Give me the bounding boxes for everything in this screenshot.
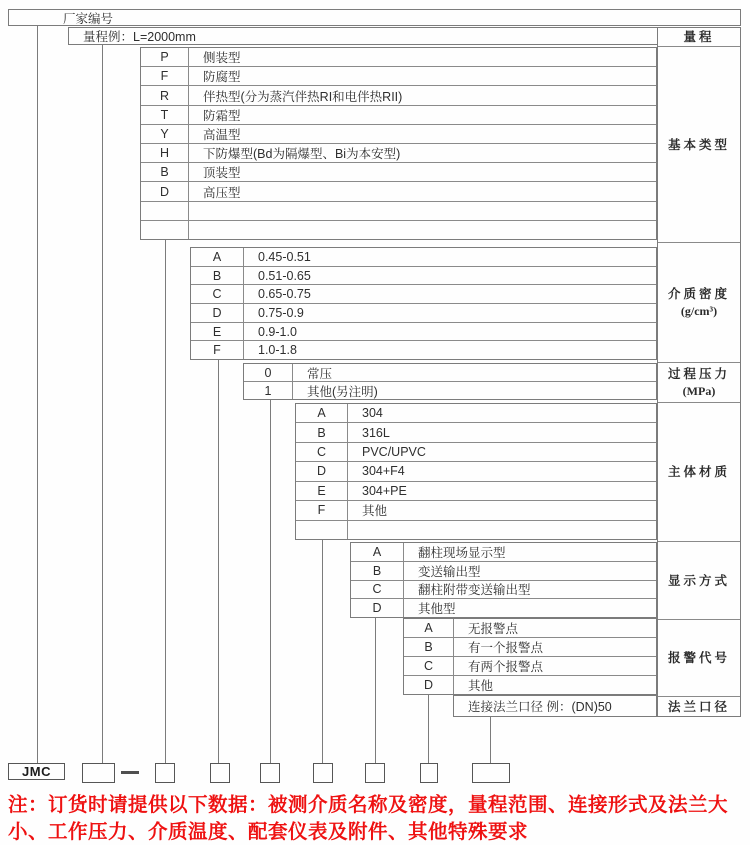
process-pressure-table: [243, 363, 657, 400]
option-code-cell: E: [191, 323, 244, 341]
table-row: [191, 266, 656, 285]
option-code-cell: C: [404, 657, 454, 675]
model-prefix: JMC: [22, 764, 51, 779]
option-code-cell: A: [351, 543, 404, 561]
option-code-cell: D: [141, 182, 189, 200]
table-row: [141, 181, 656, 200]
leader-line-density: [218, 359, 219, 763]
table-row: [191, 322, 656, 341]
option-desc-cell: 高温型: [203, 127, 241, 142]
option-code-cell: B: [351, 562, 404, 580]
leader-line-basic-type: [165, 239, 166, 763]
label-body-material: 主体材质: [658, 402, 740, 541]
table-row: [141, 143, 656, 162]
option-desc-cell: 0.9-1.0: [258, 324, 297, 339]
label-range: 量程: [683, 30, 715, 44]
code-box-display: [365, 763, 385, 783]
leader-line-range: [102, 44, 103, 763]
label-medium-density: 介质密度 (g/cm³): [658, 242, 740, 362]
option-desc-cell: 其他(另注明): [307, 384, 378, 399]
code-box-material: [313, 763, 333, 783]
order-note: 注：订货时请提供以下数据：被测介质名称及密度，量程范围、连接形式及法兰大小、工作压力、介质温度、配套仪表及附件、其他特殊要求: [8, 794, 729, 843]
option-desc-cell: 304: [362, 406, 383, 421]
table-row: [141, 48, 656, 66]
option-desc-cell: 伴热型(分为蒸汽伴热RI和电伴热RII): [203, 89, 403, 104]
option-code-cell: [141, 202, 189, 220]
table-row: [141, 220, 656, 239]
option-desc-cell: 无报警点: [468, 622, 519, 636]
option-code-cell: F: [141, 67, 189, 85]
option-desc-cell: 高压型: [203, 185, 241, 200]
code-box-alarm: [420, 763, 438, 783]
body-material-table: [295, 403, 657, 540]
table-row: [404, 656, 656, 675]
table-row: [141, 66, 656, 85]
table-row: [296, 461, 656, 480]
option-desc-cell: 0.51-0.65: [258, 268, 311, 283]
option-desc-cell: 其他: [362, 504, 388, 519]
option-code-cell: [296, 521, 348, 539]
option-desc-cell: 侧装型: [203, 51, 241, 66]
option-desc-cell: 翻柱附带变送输出型: [418, 583, 531, 598]
code-box-density: [210, 763, 230, 783]
alarm-code-table: [403, 618, 657, 695]
option-desc-cell: 翻柱现场显示型: [418, 545, 506, 560]
option-desc-cell: 变送输出型: [418, 564, 481, 579]
table-row: [296, 481, 656, 500]
label-alarm-code: 报警代号: [658, 619, 740, 696]
range-example-label: 量程例：L=2000mm: [83, 30, 196, 44]
range-example-row: [68, 27, 658, 45]
option-code-cell: R: [141, 86, 189, 104]
option-desc-cell: 其他型: [418, 602, 456, 617]
basic-type-table: [140, 47, 657, 240]
dash-separator: [121, 771, 139, 774]
table-row: [351, 580, 656, 599]
option-code-cell: D: [296, 462, 348, 480]
table-row: [141, 124, 656, 143]
option-code-cell: C: [191, 285, 244, 303]
code-box-pressure: [260, 763, 280, 783]
option-code-cell: E: [296, 482, 348, 500]
label-basic-type: 基本类型: [658, 46, 740, 242]
label-flange-size: 法兰口径: [658, 696, 740, 716]
option-code-cell: Y: [141, 125, 189, 143]
option-desc-cell: 有一个报警点: [468, 641, 544, 655]
option-desc-cell: 其他: [468, 679, 494, 693]
option-desc-cell: 0.45-0.51: [258, 249, 311, 264]
table-row: [141, 162, 656, 181]
option-desc-cell: PVC/UPVC: [362, 445, 426, 460]
table-row: [351, 598, 656, 617]
table-row: [191, 340, 656, 359]
option-desc-cell: 有两个报警点: [468, 660, 544, 674]
code-box-flange: [472, 763, 510, 783]
table-row: [454, 696, 656, 716]
factory-number-label: 厂家编号: [63, 11, 114, 26]
table-row: [296, 404, 656, 422]
option-code-cell: D: [191, 304, 244, 322]
option-desc-cell: 304+F4: [362, 464, 405, 479]
option-desc-cell: 316L: [362, 425, 390, 440]
label-display-mode: 显示方式: [658, 541, 740, 619]
flange-size-table: [453, 695, 657, 717]
option-code-cell: B: [191, 267, 244, 285]
option-code-cell: A: [404, 619, 454, 637]
option-desc-cell: 下防爆型(Bd为隔爆型、Bi为本安型): [203, 147, 401, 162]
table-row: [141, 201, 656, 220]
option-desc-cell: 0.65-0.75: [258, 287, 311, 302]
leader-line-flange: [490, 716, 491, 763]
option-desc-cell: 顶装型: [203, 166, 241, 181]
display-mode-table: [350, 542, 657, 618]
option-code-cell: F: [296, 501, 348, 519]
table-row: [404, 637, 656, 656]
option-desc-cell: 304+PE: [362, 483, 407, 498]
table-row: [191, 248, 656, 266]
option-desc-cell: 防霜型: [203, 108, 241, 123]
table-row: [351, 561, 656, 580]
table-row: [244, 364, 656, 381]
option-desc-cell: 防腐型: [203, 70, 241, 85]
medium-density-table: [190, 247, 657, 360]
option-desc-cell: 1.0-1.8: [258, 343, 297, 358]
option-desc-cell: 0.75-0.9: [258, 305, 304, 320]
table-row: [141, 85, 656, 104]
table-row: [404, 619, 656, 637]
option-code-cell: [141, 221, 189, 239]
option-code-cell: D: [404, 676, 454, 694]
option-code-cell: T: [141, 106, 189, 124]
model-prefix-box: [8, 763, 65, 780]
option-code-cell: H: [141, 144, 189, 162]
option-code-cell: B: [141, 163, 189, 181]
option-code-cell: P: [141, 48, 189, 66]
label-process-pressure: 过程压力 (MPa): [658, 362, 740, 402]
code-box-basic-type: [155, 763, 175, 783]
table-row: [244, 381, 656, 399]
option-code-cell: 0: [244, 364, 293, 381]
leader-line-display: [375, 617, 376, 763]
table-row: [296, 442, 656, 461]
option-code-cell: 1: [244, 382, 293, 399]
factory-number-row: [8, 9, 741, 26]
option-desc-cell: 常压: [307, 366, 333, 381]
leader-line-material: [322, 539, 323, 763]
option-code-cell: C: [296, 443, 348, 461]
table-row: [296, 520, 656, 539]
option-code-cell: F: [191, 341, 244, 359]
option-code-cell: A: [191, 248, 244, 266]
table-row: [351, 543, 656, 561]
option-desc-cell: 连接法兰口径 例：(DN)50: [468, 700, 612, 714]
option-code-cell: B: [404, 638, 454, 656]
option-code-cell: C: [351, 581, 404, 599]
option-code-cell: D: [351, 599, 404, 617]
table-row: [141, 105, 656, 124]
option-code-cell: B: [296, 423, 348, 441]
leader-line-pressure: [270, 399, 271, 763]
option-code-cell: A: [296, 404, 348, 422]
table-row: [296, 500, 656, 519]
table-row: [191, 303, 656, 322]
leader-line-factory: [37, 26, 38, 763]
leader-line-alarm: [428, 694, 429, 763]
table-row: [191, 284, 656, 303]
table-row: [404, 675, 656, 694]
code-box-range: [82, 763, 115, 783]
category-label-column: [657, 27, 741, 717]
table-row: [296, 422, 656, 441]
